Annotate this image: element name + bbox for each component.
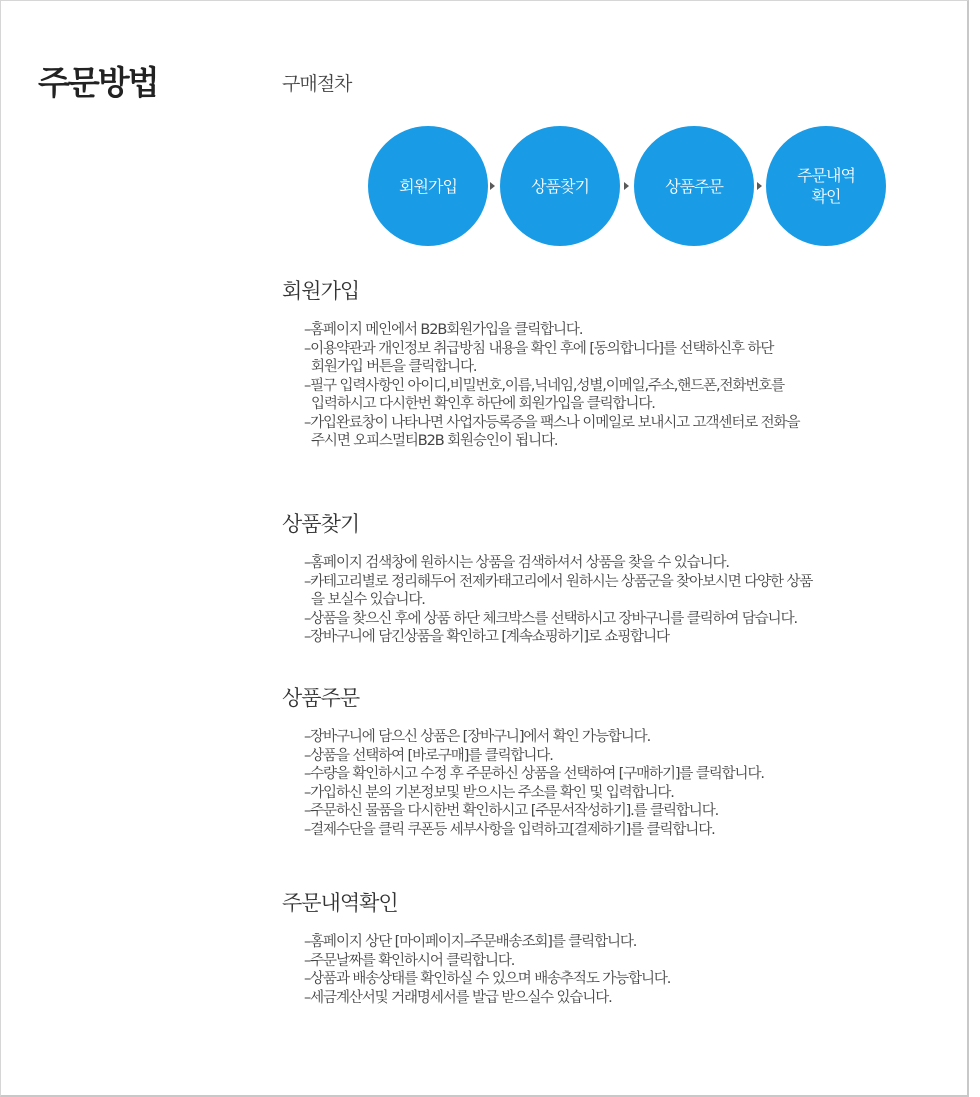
section-line: –카테고리별로 정리해두어 전제카태고리에서 원하시는 상품군을 찾아보시면 다양한 상품: [304, 573, 813, 590]
section-line: –세금계산서및 거래명세서를 발급 받으실수 있습니다.: [304, 989, 612, 1006]
section-title: 회원가입: [282, 279, 360, 303]
section-confirm: [282, 887, 922, 1007]
section-line: 회원가입 버튼을 클릭합니다.: [304, 359, 477, 375]
section-line: –상품을 찾으신 후에 상품 하단 체크박스를 선택하시고 장바구니를 클릭하여 담습니다.: [304, 610, 797, 627]
section-title: 주문내역확인: [282, 891, 398, 915]
section-line: 주시면 오피스멀티B2B 회원승인이 됩니다.: [304, 433, 558, 449]
step-arrow-icon: [624, 182, 629, 190]
section-line: –상품을 선택하여 [바로구매]를 클릭합니다.: [304, 747, 553, 764]
section-line: –장바구니에 담긴상품을 확인하고 [계속쇼핑하기]로 쇼핑합니다: [304, 629, 669, 645]
section-line: 입력하시고 다시한번 확인후 하단에 회원가입을 클릭합니다.: [304, 396, 655, 412]
section-title: 상품찾기: [282, 512, 360, 536]
section-lines: [304, 728, 922, 839]
section-line: –장바구니에 담으신 상품은 [장바구니]에서 확인 가능합니다.: [304, 729, 651, 745]
section-line: –이용약관과 개인정보 취급방침 내용을 확인 후에 [동의합니다]를 선택하신후 하단: [304, 340, 774, 357]
process-title: 구매절차: [282, 73, 352, 95]
step-circle-confirm: 주문내역 확인: [766, 126, 886, 246]
section-line: –주문하신 물품을 다시한번 확인하시고 [주문서작성하기].를 클릭합니다.: [304, 803, 719, 819]
section-line: –홈페이지 메인에서 B2B회원가입을 클릭합니다.: [304, 322, 583, 338]
section-line: –가입하신 분의 기본정보및 받으시는 주소를 확인 및 입력합니다.: [304, 784, 674, 801]
section-line: –수량을 확인하시고 수정 후 주문하신 상품을 선택하여 [구매하기]를 클릭합니다.: [304, 766, 764, 782]
section-line: 을 보실수 있습니다.: [304, 592, 425, 608]
page-title: 주문방법: [38, 63, 158, 102]
section-title: 상품주문: [282, 686, 360, 710]
step-arrow-icon: [490, 182, 495, 190]
section-order: [282, 682, 922, 839]
section-line: –필구 입력사항인 아이디,비밀번호,이름,닉네임,성별,이메일,주소,핸드폰,전화번호를: [304, 377, 785, 394]
section-line: –주문날짜를 확인하시어 클릭합니다.: [304, 952, 515, 969]
section-lines: [304, 554, 922, 647]
section-line: –상품과 배송상태를 확인하실 수 있으며 배송추적도 가능합니다.: [304, 971, 671, 987]
section-line: –홈페이지 검색창에 원하시는 상품을 검색하셔서 상품을 찾을 수 있습니다.: [304, 555, 729, 571]
step-circle-search: 상품찾기: [500, 126, 620, 246]
step-circle-order: 상품주문: [634, 126, 754, 246]
section-line: –가입완료창이 나타나면 사업자등록증을 팩스나 이메일로 보내시고 고객센터로 전화을: [304, 414, 800, 431]
step-arrow-icon: [757, 182, 762, 190]
section-line: –홈페이지 상단 [마이페이지–주문배송조회]를 클릭합니다.: [304, 934, 637, 950]
section-line: –결제수단을 클릭 쿠폰등 세부사항을 입력하고[결제하기]를 클릭합니다.: [304, 821, 715, 838]
step-circle-signup: 회원가입: [368, 126, 488, 246]
section-lines: [304, 321, 922, 451]
section-search: [282, 508, 922, 647]
section-lines: [304, 933, 922, 1007]
section-signup: [282, 275, 922, 451]
